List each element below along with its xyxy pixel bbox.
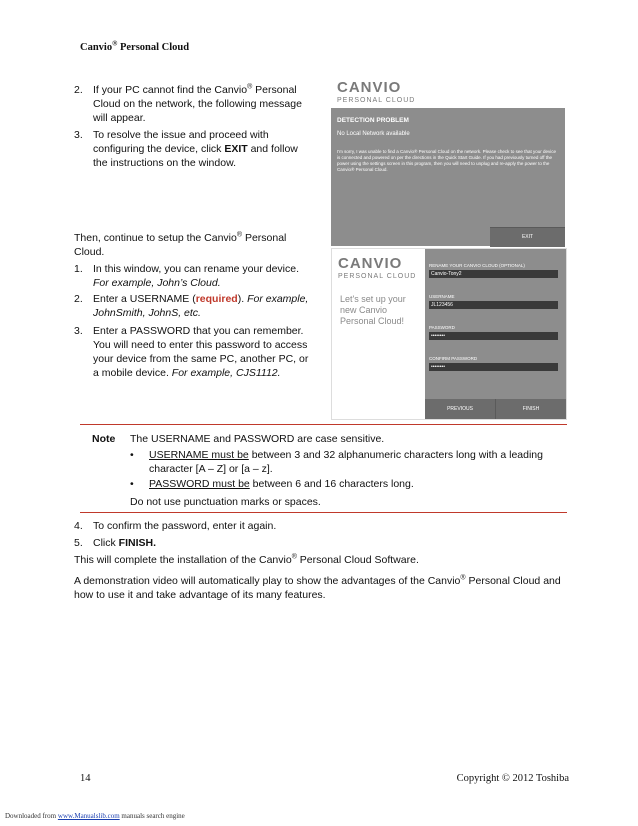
note-intro: The USERNAME and PASSWORD are case sensitive.	[130, 433, 385, 445]
note-bullet-username: • USERNAME must be between 3 and 32 alphanumeric characters long with a leading character [A – Z] or [a – z].	[130, 449, 543, 475]
exit-button[interactable]: EXIT	[490, 227, 565, 247]
previous-button[interactable]: PREVIOUS	[425, 399, 496, 419]
password-input[interactable]: ••••••••	[429, 332, 558, 340]
setup-step-2: 2. Enter a USERNAME (required). For example, JohnSmith, JohnS, etc.	[74, 293, 309, 319]
confirm-password-label: CONFIRM PASSWORD	[429, 356, 478, 361]
manualslib-link[interactable]: www.Manualslib.com	[57, 812, 120, 820]
setup-step-1: 1. In this window, you can rename your device. For example, John’s Cloud.	[74, 263, 300, 289]
detection-title: DETECTION PROBLEM	[337, 117, 409, 124]
detection-subtitle: No Local Network available	[337, 131, 410, 137]
copyright: Copyright © 2012 Toshiba	[456, 773, 569, 784]
finish-button[interactable]: FINISH	[496, 399, 566, 419]
canvio-logo: CANVIO PERSONAL CLOUD	[331, 76, 565, 108]
note-tail: Do not use punctuation marks or spaces.	[130, 496, 321, 508]
page-header: Canvio® Personal Cloud	[80, 39, 190, 53]
note-bullet-password: • PASSWORD must be between 6 and 16 characters long.	[130, 478, 414, 490]
username-input[interactable]: JL123456	[429, 301, 558, 309]
username-label: USERNAME	[429, 294, 455, 299]
then-paragraph: Then, continue to setup the Canvio® Personal Cloud.	[74, 231, 287, 258]
rename-input[interactable]: Canvio-Tony2	[429, 270, 558, 278]
note-label: Note	[92, 433, 116, 445]
completion-paragraph: This will complete the installation of the Canvio® Personal Cloud Software.	[74, 553, 419, 566]
note-top-rule	[80, 424, 567, 425]
page-number: 14	[80, 773, 91, 784]
setup-form	[425, 249, 566, 419]
canvio-logo: CANVIO	[338, 255, 403, 272]
step-5: 5. Click FINISH.	[74, 537, 157, 549]
step-3: 3. To resolve the issue and proceed with configuring the device, click EXIT and follow the instructions on the window.	[74, 129, 298, 169]
step-4: 4. To confirm the password, enter it again.	[74, 520, 277, 532]
step-2: 2. If your PC cannot find the Canvio® Personal Cloud on the network, the following message will appear.	[74, 83, 302, 124]
detection-problem-screenshot	[331, 76, 565, 246]
setup-screenshot: CANVIO PERSONAL CLOUD Let's set up your new Canvio Personal Cloud! RENAME YOUR CANVIO CLOUD (OPTIONAL) Canvio-Tony2 USERNAME JL123456 PASSWORD •••••••• CONFIRM PASSWORD •••••••• PREVIOUS FINISH	[331, 248, 567, 420]
download-notice: Downloaded from www.Manualslib.com manuals search engine	[5, 812, 185, 820]
demo-video-paragraph: A demonstration video will automatically play to show the advantages of the Canvio® Personal Cloud and how to use it and take advantage of its many features.	[74, 574, 561, 601]
confirm-password-input[interactable]: ••••••••	[429, 363, 558, 371]
setup-tagline: Let's set up your new Canvio Personal Cloud!	[340, 294, 406, 326]
password-label: PASSWORD	[429, 325, 455, 330]
setup-step-3: 3. Enter a PASSWORD that you can remember. You will need to enter this password to access your device from the same PC, another PC, or a mobile device. For example, CJS1112.	[74, 325, 309, 379]
detection-message: I'm sorry, I was unable to find a Canvio® Personal Cloud on the network. Please check to see that your device is connected and powered on per the directions in the Quick Start Guide. If you had previously turned off the power using the settings screen in this program, then you will need to unplug and re-apply the power to the Canvio® Personal Cloud.	[337, 149, 556, 172]
note-bottom-rule	[80, 512, 567, 513]
rename-label: RENAME YOUR CANVIO CLOUD (OPTIONAL)	[429, 263, 525, 268]
